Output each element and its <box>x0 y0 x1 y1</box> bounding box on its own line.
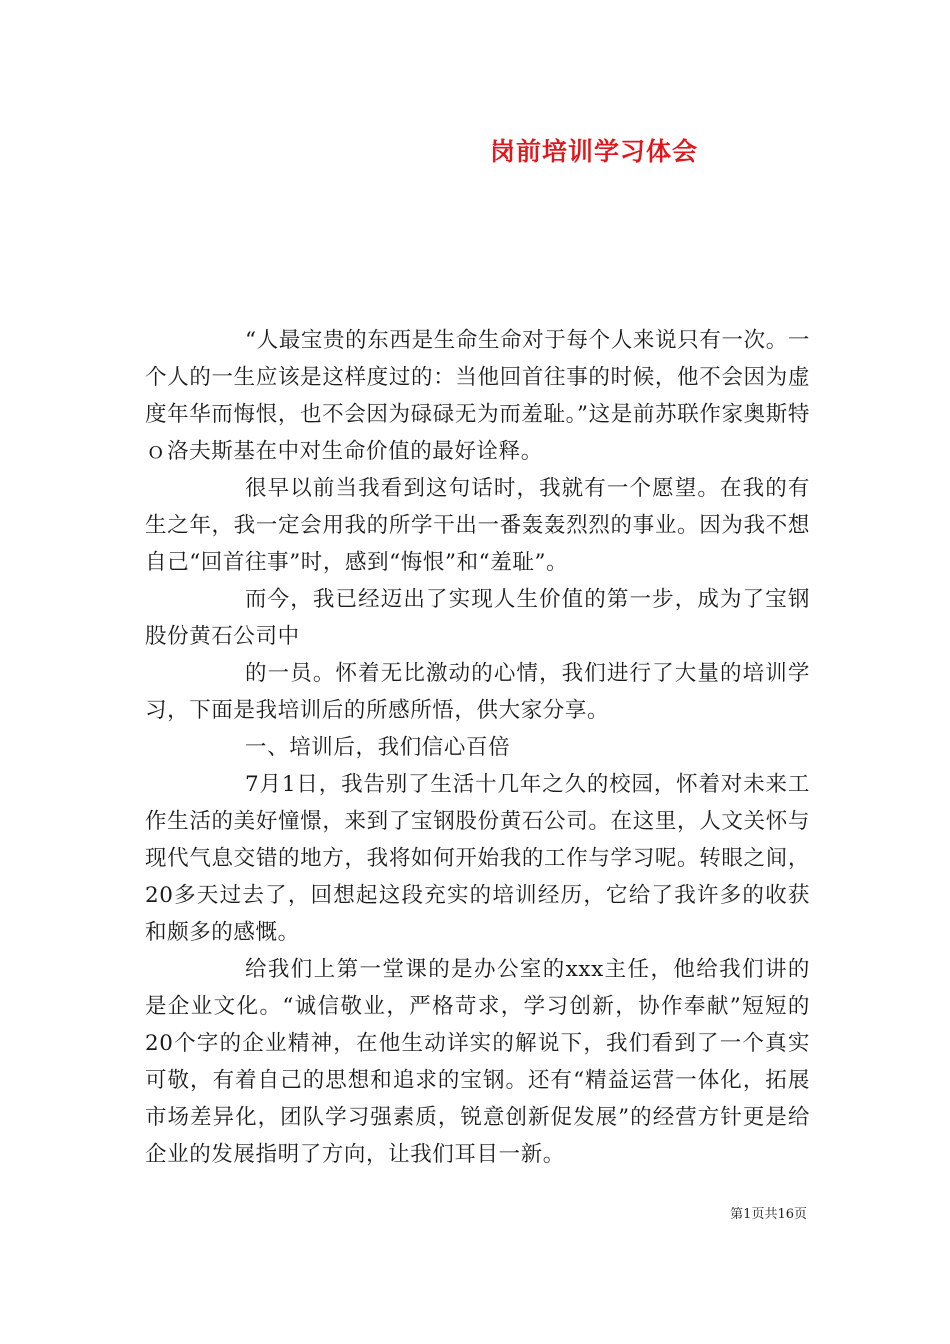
paragraph-3: 而今，我已经迈出了实现人生价值的第一步，成为了宝钢股份黄石公司中 <box>145 587 810 649</box>
paragraph-6: 给我们上第一堂课的是办公室的xxx主任，他给我们讲的是企业文化。“诚信敬业，严格苛求，学习创新，协作奉献”短短的20个字的企业精神，在他生动详实的解说下，我们看到了一个真实可敬，有着自己的思想和追求的宝钢。还有“精益运营一体化，拓展市场差异化，团队学习强素质，锐意创新促发展”的经营方针更是给企业的发展指明了方向，让我们耳目一新。 <box>145 957 810 1167</box>
paragraph-2: 很早以前当我看到这句话时，我就有一个愿望。在我的有生之年，我一定会用我的所学干出一番轰轰烈烈的事业。因为我不想自己“回首往事”时，感到“悔恨”和“羞耻”。 <box>145 476 810 575</box>
paragraph-5: 7月1日，我告别了生活十几年之久的校园，怀着对未来工作生活的美好憧憬，来到了宝钢股份黄石公司。在这里，人文关怀与现代气息交错的地方，我将如何开始我的工作与学习呢。转眼之间，20多天过去了，回想起这段充实的培训经历，它给了我许多的收获和颇多的感慨。 <box>145 772 810 945</box>
section-heading-1: 一、培训后，我们信心百倍 <box>245 735 511 760</box>
page-number: 第1页共16页 <box>730 1207 807 1222</box>
document-body <box>145 322 810 1173</box>
document-title: 岗前培训学习体会 <box>490 137 699 166</box>
paragraph-4: 的一员。怀着无比激动的心情，我们进行了大量的培训学习，下面是我培训后的所感所悟，供大家分享。 <box>145 661 810 723</box>
paragraph-1: “人最宝贵的东西是生命生命对于每个人来说只有一次。一个人的一生应该是这样度过的：当他回首往事的时候，他不会因为虚度年华而悔恨，也不会因为碌碌无为而羞耻。”这是前苏联作家奥斯特ｏ洛夫斯基在中对生命价值的最好诠释。 <box>145 328 810 464</box>
